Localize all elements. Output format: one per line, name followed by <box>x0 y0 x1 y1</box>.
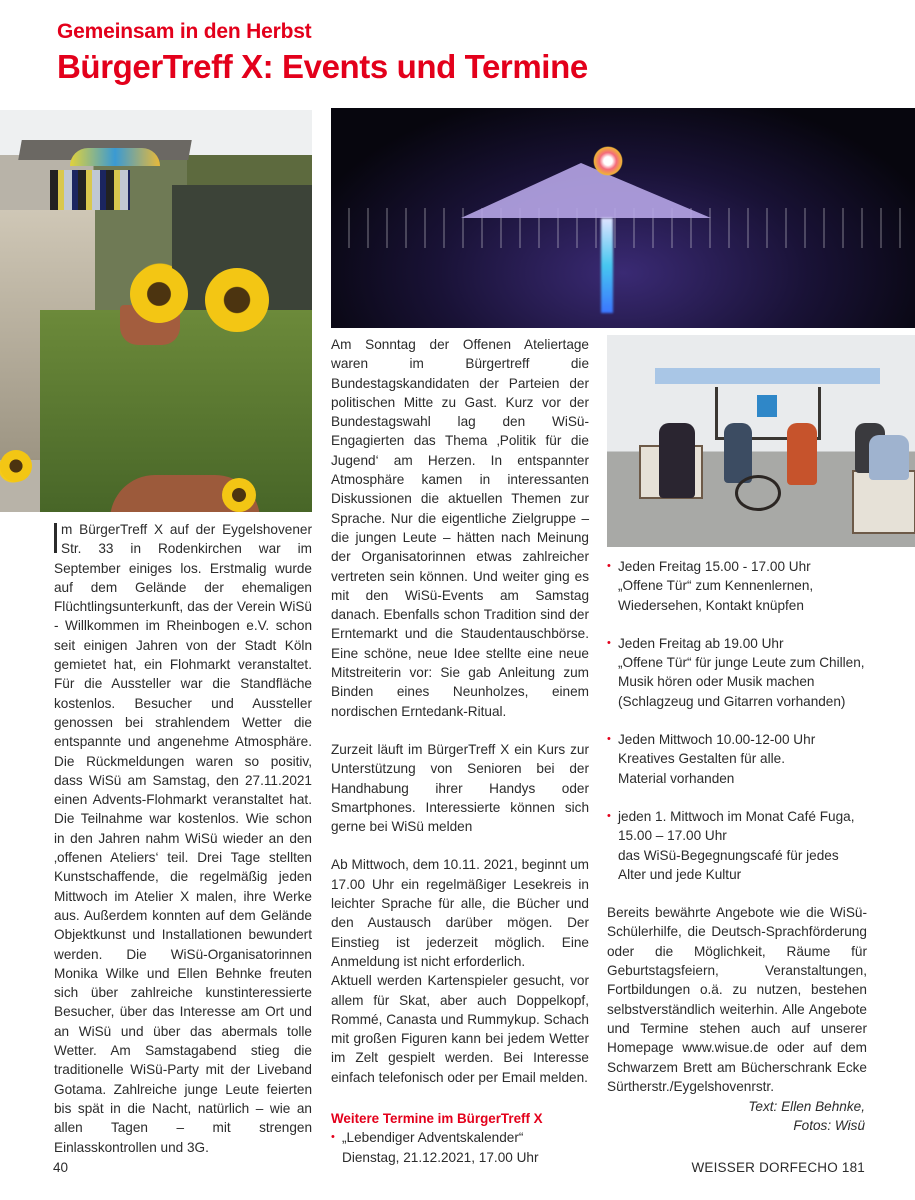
magazine-issue: WEISSER DORFECHO 181 <box>691 1160 865 1175</box>
bullet-icon: • <box>331 1131 335 1144</box>
closing-paragraph: Bereits bewährte Angebote wie die WiSü-Schülerhilfe, die Deutsch-Sprachförderung oder die Möglichkeit, Räume für Geburtstagsfeiern, Veranstaltungen, Fortbildungen o.ä. zu nutzen, bestehen selbstverständlich weiterhin. Alle Angebote und Termine stehen auch auf unserer Homepage www.wisue.de oder auf dem Schwarzem Brett am Bücherschrank Ecke Sürtherstr./Eygelshovenrstr. <box>607 905 867 1094</box>
bullet-icon: • <box>607 733 611 746</box>
article-headline: BürgerTreff X: Events und Termine <box>57 48 588 85</box>
paragraph-reading-circle: Ab Mittwoch, dem 10.11. 2021, beginnt um 17.00 Uhr ein regelmäßiger Lesekreis in leichter Sprache für alle, die Bücher und den Austausch darüber mögen. Der Einstieg ist jederzeit möglich. Eine Anmeldung ist nicht erforderlich. <box>331 857 589 969</box>
article-column-2 <box>331 335 589 1167</box>
more-dates-heading: Weitere Termine im BürgerTreff X <box>331 1110 543 1126</box>
more-dates-item: • „Lebendiger Adventskalender“ Dienstag, 21.12.2021, 17.00 Uhr <box>331 1128 589 1167</box>
article-kicker: Gemeinsam in den Herbst <box>57 20 312 43</box>
paragraph-senior-course: Zurzeit läuft im BürgerTreff X ein Kurs zur Unterstützung von Senioren bei der Handhabung ihrer Handys oder Smartphones. Interessierte können sich gerne bei WiSü melden <box>331 741 589 835</box>
tent-discussion-guests-photo <box>607 335 915 547</box>
photo-credit: Fotos: Wisü <box>793 1118 865 1134</box>
intro-paragraph: m BürgerTreff X auf der Eygelshovener Str. 33 in Rodenkirchen war im September einiges los. Erstmalig wurde auf dem Gelände der ehemaligen Flüchtlingsunterkunft, das der Verein WiSü - Willkommen im Rheinbogen e.V. schon seit einigen Jahren von der Stadt Köln gemietet hat, ein Flohmarkt veranstaltet. Für die Aussteller war die Standfläche kostenlos. Besucher und Aussteller genossen bei strahlendem Wetter die entspannte und angenehme Atmosphäre. Die Rückmeldungen waren so positiv, dass WiSü am Samstag, den 27.11.2021 einen Advents-Flohmarkt veranstaltet hat. Die Teilnahme war kostenlos. Wie schon in den Jahren nahm WiSü wieder an den ‚offenen Ateliers‘ teil. Drei Tage stellten Kunstschaffende, die regelmäßig jeden Mittwoch im Atelier X malen, ihre Werke aus. Außerdem konnten auf dem Gelände Objektkunst und Installationen bewundert werden. Die WiSü-Organisatorinnen Monika Wilke und Ellen Behnke freuten sich über zahlreiche kunstinteressierte Besucher, über das Interesse am Ort und an WiSü und über das abermals tolle Wetter. Am Samstagabend stieg die traditionelle WiSü-Party mit der Liveband Gotama. Zahlreiche junge Leute feierten bis spät in die Nacht, natürlich – wie an allen Tagen – mit strengen Einlasskontrollen und 3G. <box>54 522 312 1155</box>
article-column-1 <box>54 520 312 1157</box>
paragraph-open-studios: Am Sonntag der Offenen Ateliertage waren im Bürgertreff die Bundestagskandidaten der Parteien der politischen Mitte zu Gast. Kurz vor der Bundestagswahl lag den WiSü-Engagierten das Thema ‚Politik für die Jugend‘ am Herzen. In entspannter Atmosphäre kamen in interessanten Diskussionen die aktuellen Themen zur Sprache. Nur die eigentliche Zielgruppe – die jungen Leute – hätten nach Meinung der Organisatorinnen etwas zahlreicher vertreten sein können. Und weiter ging es mit den WiSü-Events am Samstag danach. Ebenfalls schon Tradition sind der Erntemarkt und die Staudentauschbörse. Eine schöne, neue Idee stellte eine neue Mitstreiterin vor: Sie gab Anleitung zum Binden eines Neunholzes, einem nordischen Erntedank-Ritual. <box>331 337 589 719</box>
schedule-item: • Jeden Freitag ab 19.00 Uhr „Offene Tür“ für junge Leute zum Chillen, Musik hören oder Musik machen (Schlagzeug und Gitarren vorhanden) <box>607 634 867 711</box>
schedule-item: • Jeden Mittwoch 10.00-12-00 Uhr Kreatives Gestalten für alle. Material vorhanden <box>607 730 867 788</box>
schedule-item: • Jeden Freitag 15.00 - 17.00 Uhr „Offene Tür“ zum Kennenlernen, Wiedersehen, Kontakt knüpfen <box>607 557 867 615</box>
text-credit: Text: Ellen Behnke, <box>748 1099 865 1114</box>
flea-market-sunflowers-photo <box>0 110 312 512</box>
photo-text-credits <box>748 1097 865 1136</box>
night-party-tent-lights-photo <box>331 108 915 328</box>
bullet-icon: • <box>607 636 611 649</box>
bullet-icon: • <box>607 809 611 822</box>
paragraph-card-players: Aktuell werden Kartenspieler gesucht, vor allem für Skat, aber auch Doppelkopf, Rommé, Canasta und Rummykup. Schach mit großen Figuren kann bei jedem Wetter im Zelt gespielt werden. Bei Interesse einfach telefonisch oder per Email melden. <box>331 973 589 1085</box>
schedule-item: • jeden 1. Mittwoch im Monat Café Fuga, 15.00 – 17.00 Uhr das WiSü-Begegnungscafé für jedes Alter und jede Kultur <box>607 807 867 884</box>
drop-initial-bar <box>54 523 57 553</box>
bullet-icon: • <box>607 560 611 572</box>
page-number: 40 <box>53 1160 69 1175</box>
article-column-3 <box>607 557 867 1096</box>
